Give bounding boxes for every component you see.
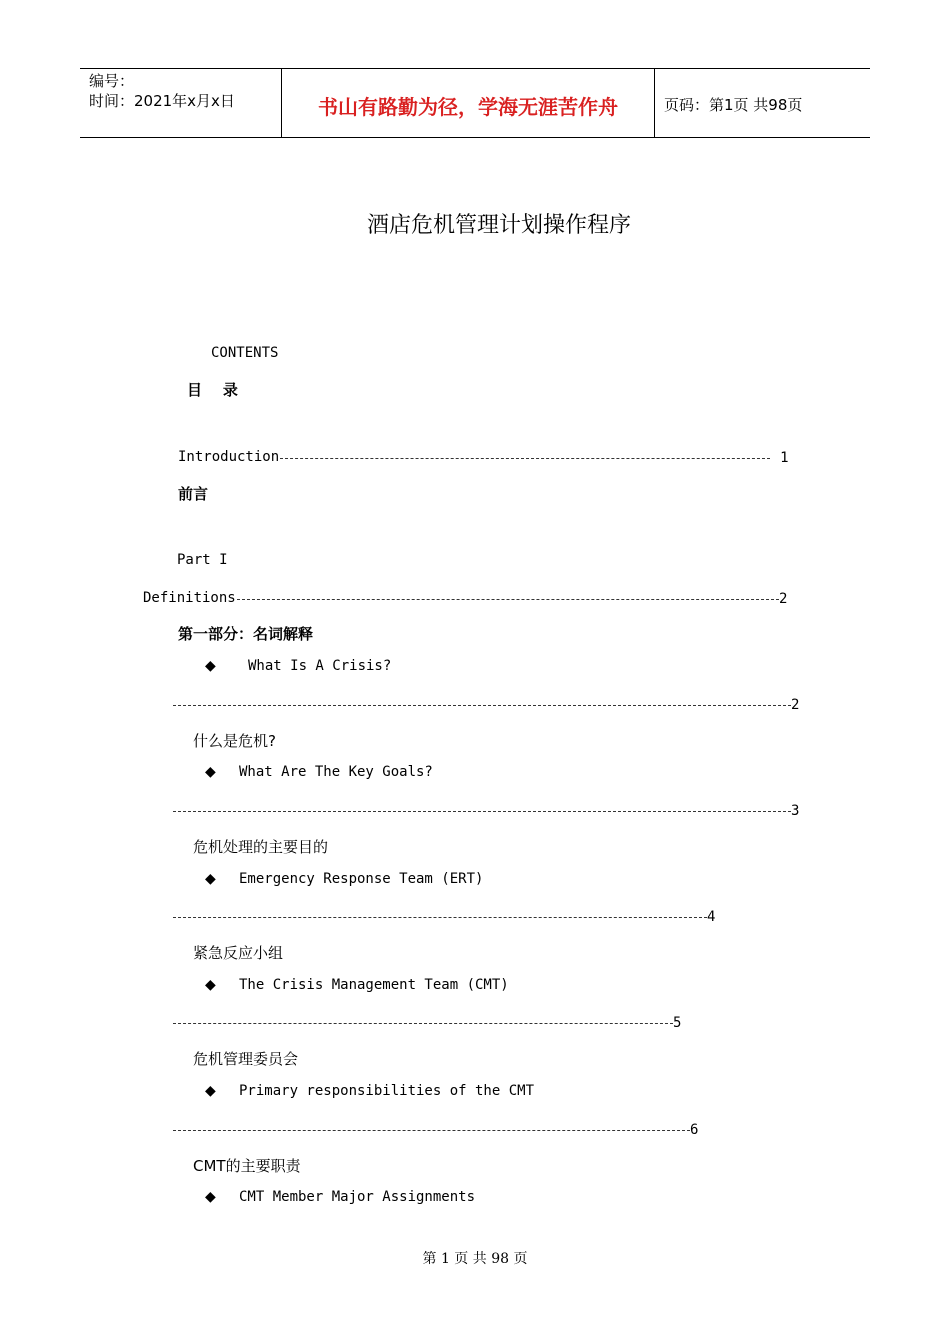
bullet-icon: ◆ (205, 871, 216, 887)
toc-item-crisis[interactable]: What Is A Crisis? (248, 658, 392, 674)
toc-intro-label: Introduction (178, 449, 280, 465)
toc-intro-page: 1 (780, 450, 789, 466)
number-label: 编号： (89, 72, 135, 90)
toc-item-crisis-page: 2 (791, 697, 800, 713)
toc-intro-leader (280, 450, 800, 466)
page-header (80, 68, 870, 138)
document-title: 酒店危机管理计划操作程序 (366, 213, 631, 238)
toc-item-ert-leader (173, 909, 733, 925)
toc-item-goals-cn: 危机处理的主要目的 (193, 838, 329, 856)
time-label: 时间：2021年x月x日 (89, 92, 235, 110)
page-footer: 第 1 页 共 98 页 (422, 1251, 528, 1267)
bullet-icon: ◆ (205, 658, 216, 674)
bullet-icon: ◆ (205, 977, 216, 993)
toc-item-ert-cn: 紧急反应小组 (193, 944, 284, 962)
bullet-icon: ◆ (205, 1083, 216, 1099)
header-meta (89, 71, 235, 111)
toc-item-goals-page: 3 (791, 803, 800, 819)
toc-part1-cn: 第一部分：名词解释 (178, 625, 314, 643)
contents-heading: CONTENTS (211, 345, 279, 361)
toc-definitions[interactable]: Definitions (143, 590, 236, 606)
header-divider-2 (654, 69, 655, 137)
toc-intro-cn: 前言 (178, 485, 209, 503)
toc-item-crisis-cn: 什么是危机? (193, 732, 276, 750)
toc-intro[interactable] (178, 449, 279, 465)
toc-item-cmt-page: 5 (673, 1015, 682, 1031)
contents-heading-cn: 目 录 (187, 381, 238, 399)
toc-item-cmt-resp-leader (173, 1122, 718, 1138)
toc-item-cmt-cn: 危机管理委员会 (193, 1050, 299, 1068)
toc-item-cmt-resp-cn: CMT的主要职责 (193, 1157, 301, 1175)
header-motto: 书山有路勤为径，学海无涯苦作舟 (318, 95, 618, 119)
toc-item-cmt-assign[interactable]: CMT Member Major Assignments (239, 1189, 476, 1205)
toc-item-ert-page: 4 (707, 909, 716, 925)
toc-item-goals[interactable]: What Are The Key Goals? (239, 764, 433, 780)
toc-item-cmt[interactable]: The Crisis Management Team (CMT) (239, 977, 509, 993)
toc-item-ert[interactable]: Emergency Response Team (ERT) (239, 871, 484, 887)
bullet-icon: ◆ (205, 764, 216, 780)
bullet-icon: ◆ (205, 1189, 216, 1205)
toc-part1-label: Part I (177, 552, 228, 568)
toc-item-cmt-resp[interactable]: Primary responsibilities of the CMT (239, 1083, 535, 1099)
toc-item-goals-leader (173, 803, 813, 819)
toc-definitions-page: 2 (779, 591, 788, 607)
toc-item-cmt-leader (173, 1015, 703, 1031)
toc-item-crisis-leader (173, 697, 813, 713)
toc-definitions-leader (237, 591, 797, 607)
toc-item-cmt-resp-page: 6 (690, 1122, 699, 1138)
header-page-info: 页码：第1页 共98页 (664, 96, 803, 114)
